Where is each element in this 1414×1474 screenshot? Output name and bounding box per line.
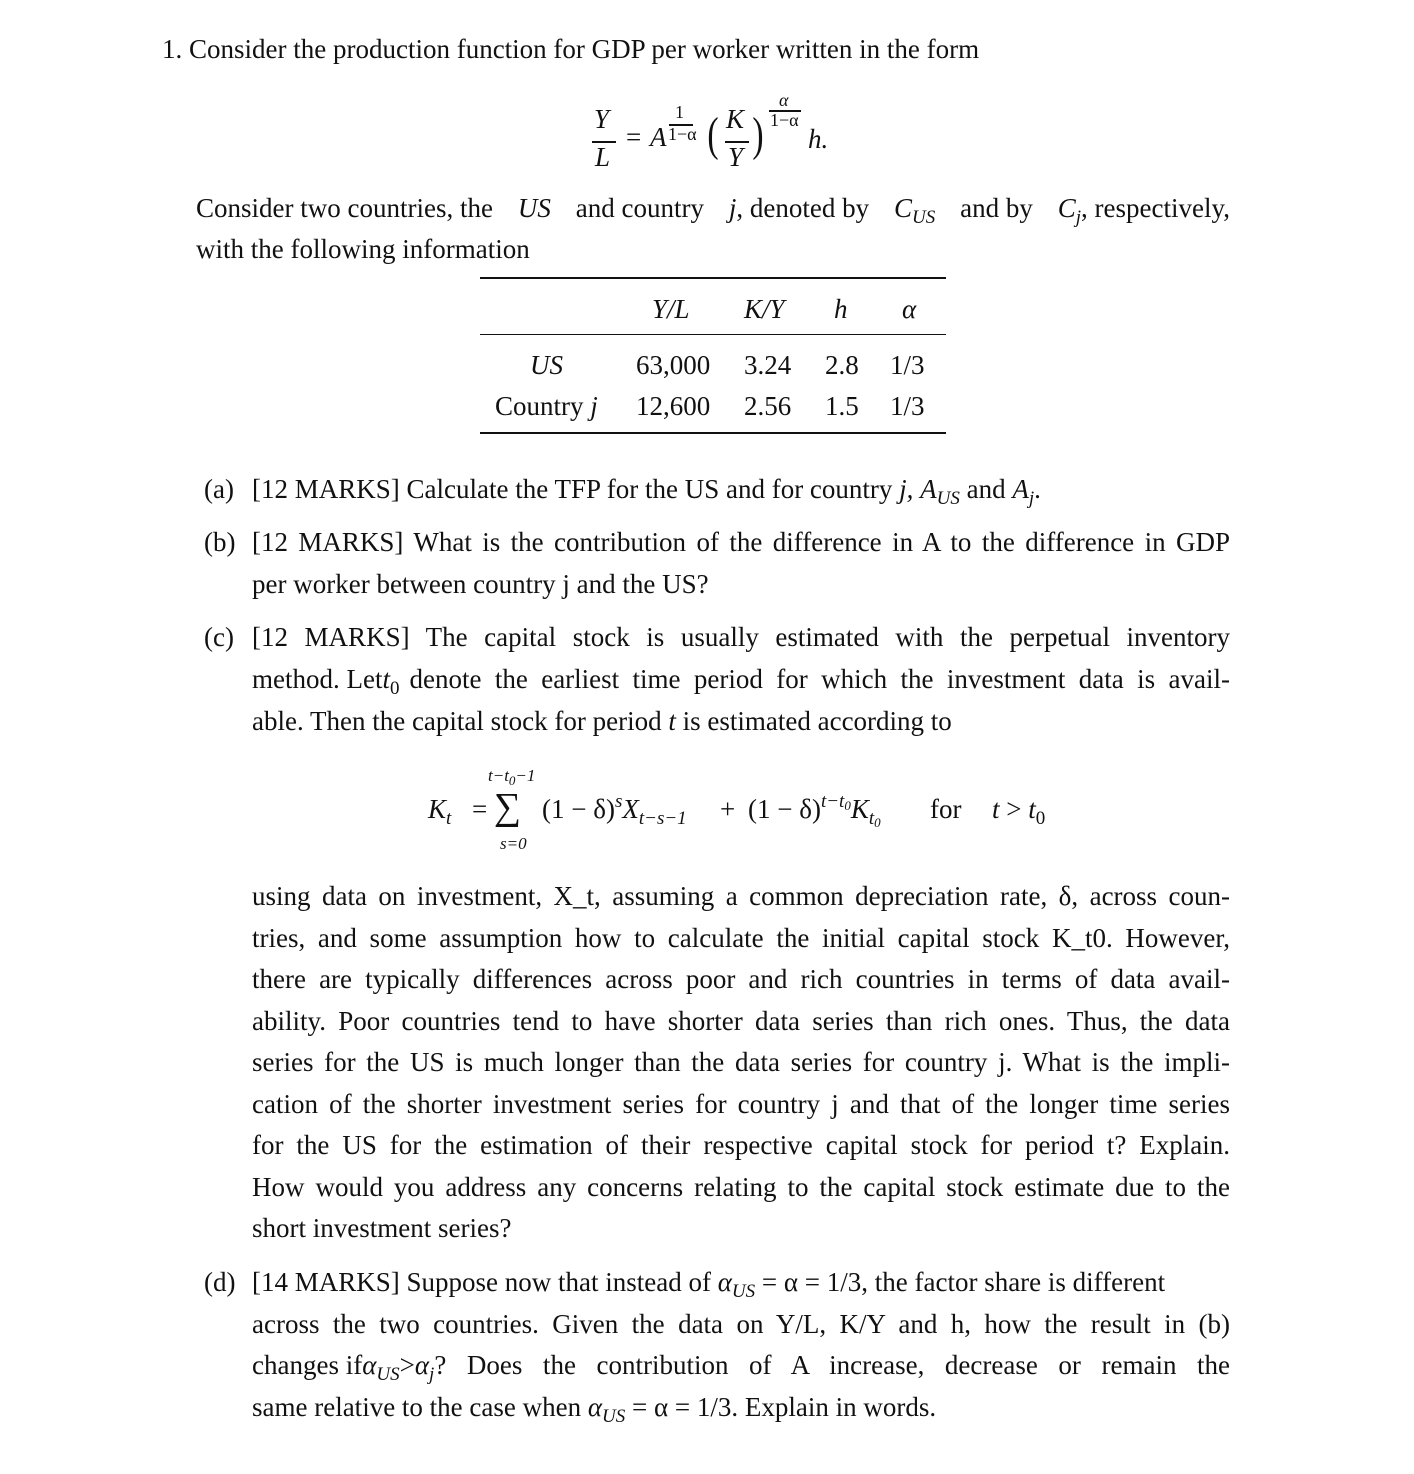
context-us: US: [517, 193, 551, 223]
part-d-alpha-us: [717, 1267, 756, 1302]
formula-y-denominator: Y: [728, 142, 744, 172]
context-cj-group: [1058, 187, 1230, 229]
part-b-line1: [12 MARKS] What is the contribution of the difference in A to the difference in GDP: [252, 527, 1230, 557]
pim-equals: =: [472, 794, 488, 824]
formula-a: A: [650, 122, 667, 152]
part-c-para-line-6: cation of the shorter investment series for country j and that of the longer time series: [252, 1089, 1230, 1119]
formula-k-numerator: K: [726, 104, 745, 134]
part-c-para-line-2: tries, and some assumption how to calculate the initial capital stock K_t0. However,: [252, 923, 1230, 953]
part-d-alpha-sub: US: [731, 1281, 756, 1302]
formula-l-denominator: L: [595, 142, 611, 172]
pim-plus: +: [720, 794, 736, 824]
header-h: h: [834, 294, 848, 324]
row-us-alpha: 1/3: [890, 350, 925, 380]
part-d-line4: [252, 1386, 936, 1428]
part-a-a2: A: [1012, 474, 1029, 504]
part-a-aus: [920, 474, 960, 509]
context-j: j: [728, 193, 737, 223]
part-c-line3: [252, 700, 952, 742]
pim-condition: [992, 788, 1045, 830]
pim-k2: K: [850, 794, 869, 824]
row-us-label: US: [530, 350, 563, 380]
part-c-para-line-4: ability. Poor countries tend to have shorter data series than rich ones. Thus, the data: [252, 1006, 1230, 1036]
pim-k2-sub-t: t: [868, 808, 875, 829]
pim-k2-subsub: 0: [874, 815, 881, 830]
question-number: 1.: [162, 34, 183, 64]
part-d-line3: [252, 1344, 1230, 1386]
table-bottom-rule: [480, 432, 946, 434]
part-a-text: [252, 468, 1041, 510]
part-a-and: and: [966, 474, 1006, 504]
pim-term1-base: (1 − δ): [542, 794, 615, 824]
part-a-body: [12 MARKS] Calculate the TFP for the US and for country: [252, 474, 893, 504]
row-j-label-var: j: [590, 391, 598, 421]
part-d-line2: across the two countries. Given the data on Y/L, K/Y and h, how the result in (b): [252, 1309, 1230, 1339]
perpetual-inventory-formula: [420, 760, 1080, 860]
table-top-rule: [480, 277, 946, 279]
part-c-para-line-3: there are typically differences across poor and rich countries in terms of data avail-: [252, 964, 1230, 994]
part-d-line3-alpha-us: [362, 1344, 399, 1386]
part-a-a1: A: [920, 474, 937, 504]
context-c-sub: US: [912, 207, 936, 228]
pim-sum-upper-sub: 0: [508, 773, 516, 788]
part-d-alpha: α: [717, 1267, 732, 1297]
row-us-ky: 3.24: [744, 350, 792, 380]
part-a-a2-sub: j: [1028, 488, 1035, 509]
header-ky: K/Y: [744, 294, 785, 324]
part-c-line1: [12 MARKS] The capital stock is usually estimated with the perpetual inventory: [252, 622, 1230, 652]
pim-kt: [428, 788, 451, 830]
row-j-label: [495, 386, 598, 426]
part-d-line3-alpha: α: [362, 1350, 377, 1380]
part-b-line2: per worker between country j and the US?: [252, 569, 709, 599]
row-j-alpha: 1/3: [890, 391, 925, 421]
context-line-1: [196, 187, 1230, 229]
context-c: C: [893, 193, 912, 223]
context-text-1: Consider two countries, the: [196, 193, 493, 223]
pim-x-sub: t−s−1: [638, 808, 687, 829]
context-text-2: and country: [575, 193, 704, 223]
part-c-t0: [382, 658, 399, 700]
part-b-label: (b): [204, 527, 236, 557]
exp1-numerator: 1: [675, 102, 684, 122]
pim-term2-sup-t: t−t: [820, 791, 845, 812]
context-line-2: with the following information: [196, 234, 530, 264]
part-c-para-line-1: using data on investment, X_t, assuming a common depreciation rate, δ, across coun-: [252, 881, 1230, 911]
part-d-line4-alpha-us: [587, 1392, 626, 1427]
pim-term1-sup: s: [614, 791, 623, 812]
header-yl: Y/L: [652, 294, 690, 324]
pim-sum-upper-t: t−t: [488, 766, 509, 785]
pim-sum-lower: s=0: [500, 834, 527, 853]
part-c-para-line-7: for the US for the estimation of their respective capital stock for period t? Explain.: [252, 1130, 1230, 1160]
part-d-line1: [252, 1261, 1165, 1303]
exp2-denominator: 1−α: [770, 110, 799, 130]
exp2-numerator: α: [779, 90, 789, 110]
pim-k-sub: t: [446, 808, 452, 829]
pim-cond-gt: >: [1006, 794, 1022, 824]
part-c-line3-a: able. Then the capital stock for period: [252, 706, 662, 736]
part-d-line3-b: ? Does the contribution of A increase, decrease or remain the: [434, 1350, 1230, 1380]
pim-cond-t0: t: [1028, 794, 1036, 824]
pim-sigma: ∑: [494, 786, 522, 828]
part-c-label: (c): [204, 622, 234, 652]
part-d-line3-alpha2: α: [414, 1350, 430, 1380]
part-a-label: (a): [204, 474, 234, 504]
part-c-line2-a: method. Let: [252, 664, 383, 694]
pim-k2-sub: [869, 808, 881, 829]
pim-k: K: [428, 794, 447, 824]
pim-cond-t0-sub: 0: [1035, 808, 1046, 829]
pim-for: for: [930, 794, 962, 824]
context-c2-sub: j: [1075, 207, 1082, 228]
header-alpha: α: [902, 294, 917, 324]
context-c2: C: [1057, 193, 1076, 223]
part-c-para-line-5: series for the US is much longer than the data series for country j. What is the impli-: [252, 1047, 1230, 1077]
part-c-line2-b: denote the earliest time period for which the investment data is avail-: [409, 664, 1230, 694]
row-j-h: 1.5: [825, 391, 859, 421]
pim-term2-sup: [821, 791, 851, 812]
part-d-line3-alpha-j: [415, 1344, 1230, 1386]
pim-term1: [542, 788, 687, 830]
context-text-5: , respectively,: [1081, 193, 1230, 223]
part-a-a1-sub: US: [936, 488, 960, 509]
row-j-label-text: Country: [495, 391, 584, 421]
part-c-line3-t: t: [668, 706, 676, 736]
part-d-line4-b: = α = 1/3. Explain in words.: [632, 1392, 937, 1422]
context-cus: [894, 187, 935, 229]
production-function-formula: [590, 90, 850, 180]
part-a-aj: [1012, 474, 1041, 509]
context-text-4: and by: [960, 193, 1033, 223]
formula-h: h.: [808, 124, 829, 154]
part-d-line3-alpha-sub: US: [376, 1364, 400, 1385]
part-c-para-line-8: How would you address any concerns relating to the capital stock estimate due to the: [252, 1172, 1230, 1202]
formula-left-paren: (: [707, 108, 719, 161]
part-d-line1-a: [14 MARKS] Suppose now that instead of: [252, 1267, 711, 1297]
part-d-line4-a: same relative to the case when: [252, 1392, 582, 1422]
pim-cond-t: t: [992, 794, 1000, 824]
part-a-j: j,: [899, 474, 914, 504]
formula-equals: =: [626, 122, 642, 152]
row-j-ky: 2.56: [744, 391, 792, 421]
table-mid-rule: [480, 334, 946, 335]
pim-sum-upper-end: −1: [515, 766, 536, 785]
part-d-line4-alpha: α: [587, 1392, 603, 1422]
part-a-end: .: [1034, 474, 1041, 504]
context-text-3: , denoted by: [736, 193, 870, 223]
question-intro: [162, 28, 979, 70]
row-us-yl: 63,000: [636, 350, 711, 380]
row-us-h: 2.8: [825, 350, 859, 380]
row-j-yl: 12,600: [636, 391, 711, 421]
exp1-denominator: 1−α: [668, 124, 697, 144]
part-c-line2: [252, 658, 1230, 700]
part-c-para-line-9: short investment series?: [252, 1213, 512, 1243]
part-c-t0-sub: 0: [389, 678, 400, 699]
pim-term2-sup-sub: 0: [844, 798, 851, 813]
part-d-label: (d): [204, 1267, 236, 1297]
formula-right-paren: ): [752, 108, 764, 161]
pim-term2-base: (1 − δ): [748, 794, 821, 824]
part-d-line1-b: = α = 1/3, the factor share is different: [761, 1267, 1166, 1297]
part-c-line3-b: is estimated according to: [682, 706, 952, 736]
context-j-group: [729, 187, 869, 229]
pim-x: X: [622, 794, 639, 824]
part-d-line4-alpha-sub: US: [602, 1406, 626, 1427]
part-c-t0-t: t: [382, 664, 390, 694]
pim-term2: [748, 788, 881, 830]
part-d-line3-alpha2-sub: j: [429, 1364, 435, 1385]
formula-y-numerator: Y: [594, 104, 610, 134]
part-d-line3-a: changes if: [252, 1350, 363, 1380]
part-d-line3-gt: >: [399, 1350, 415, 1380]
question-intro-text: Consider the production function for GDP per worker written in the form: [189, 34, 980, 64]
